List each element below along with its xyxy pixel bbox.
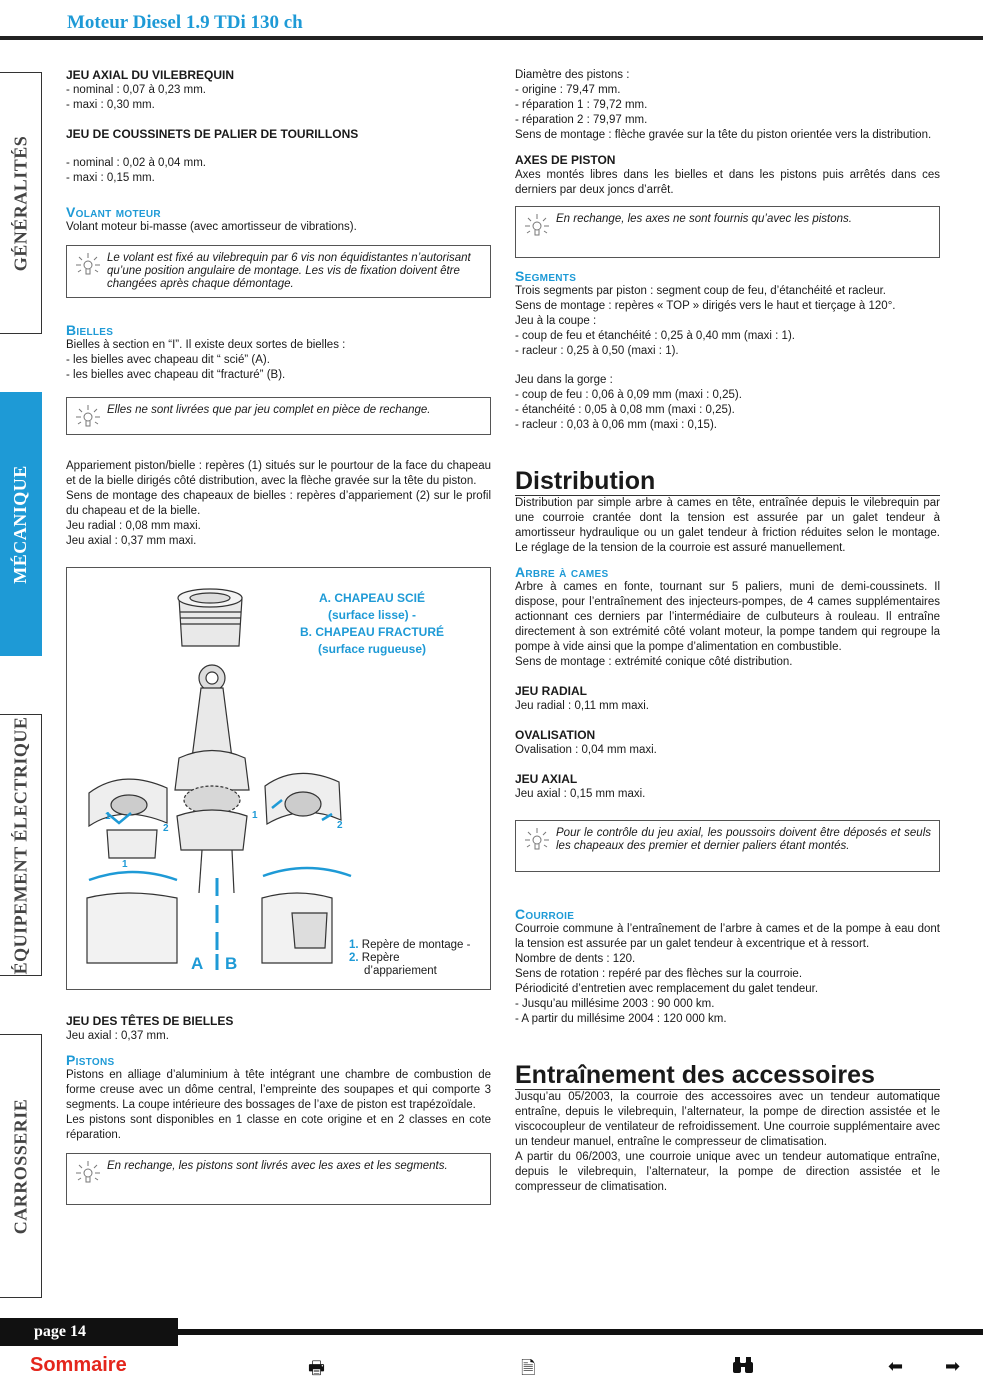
legend-text: Repère [361, 952, 400, 964]
caption-line: (surface rugueuse) [317, 642, 427, 656]
text-line: - Jusqu’au millésime 2003 : 90 000 km. [515, 998, 715, 1010]
right-column [515, 68, 940, 1195]
page-number: page 14 [34, 1323, 86, 1340]
text-line: Bielles à section en “I”. Il existe deux sortes de bielles : [66, 339, 346, 351]
tab-label: GÉNÉRALITÉS [10, 135, 31, 271]
arrow-right-icon[interactable]: ➡ [945, 1356, 961, 1377]
caption-line: A. CHAPEAU SCIÉ [318, 591, 425, 605]
tab-label: ÉQUIPEMENT ÉLECTRIQUE [10, 716, 30, 974]
footer-navigation [0, 1352, 983, 1382]
lightbulb-icon [522, 211, 552, 241]
lightbulb-icon [73, 1158, 103, 1188]
text-line: Sens de montage : extrémité conique côté distribution. [515, 656, 793, 668]
legend-number: 2. [349, 952, 359, 964]
paragraph: Jusqu’au 05/2003, la courroie des accessoires avec un tendeur automatique entraîne, depuis le vilebrequin, l’alternateur, la pompe de direction assistée et le viscocoupleur de ventilateur de refroidissement. Une courroie supplémentaire avec un tendeur manuel, entraîne le compresseur de climatisation. [515, 1091, 940, 1148]
text-line: - les bielles avec chapeau dit “ scié” (A). [66, 354, 270, 366]
text-line: Jeu radial : 0,08 mm maxi. [66, 520, 201, 532]
paragraph: Les pistons sont disponibles en 1 classe en cote origine et en 2 classes en cote réparation. [66, 1114, 491, 1141]
footer-rule [178, 1329, 983, 1335]
tab-mecanique[interactable] [0, 392, 42, 656]
section-heading: JEU RADIAL [515, 684, 588, 698]
note-text: Elles ne sont livrées que par jeu complet en pièce de rechange. [107, 404, 431, 416]
section-heading: Courroie [515, 906, 575, 922]
section-heading: JEU DES TÊTES DE BIELLES [66, 1014, 234, 1028]
marker-1: 1 [122, 859, 128, 870]
section-heading: AXES DE PISTON [515, 153, 616, 167]
note-text: En rechange, les axes ne sont fournis qu’avec les pistons. [556, 213, 852, 225]
legend-text: d’appariement [364, 965, 437, 977]
tab-label: MÉCANIQUE [10, 464, 31, 584]
document-title: Moteur Diesel 1.9 TDi 130 ch [67, 12, 303, 33]
tab-carrosserie[interactable] [0, 1034, 42, 1298]
tab-label: CARROSSERIE [10, 1098, 31, 1234]
caption-line: (surface lisse) - [327, 608, 417, 622]
info-note [515, 820, 940, 872]
text-line: Nombre de dents : 120. [515, 953, 636, 965]
header-rule [0, 36, 983, 40]
text-line: Jeu axial : 0,15 mm maxi. [515, 788, 646, 800]
marker-2: 2 [163, 823, 169, 834]
section-heading: JEU AXIAL DU VILEBREQUIN [66, 68, 235, 82]
section-heading: Volant moteur [66, 204, 161, 220]
section-title: Entraînement des accessoires [515, 1061, 940, 1090]
text-line: - nominal : 0,07 à 0,23 mm. [66, 84, 206, 96]
info-note [66, 1153, 491, 1205]
text-line: Jeu axial : 0,37 mm. [66, 1030, 169, 1042]
text-line: - origine : 79,47 mm. [515, 84, 621, 96]
info-note [515, 206, 940, 258]
section-heading: JEU DE COUSSINETS DE PALIER DE TOURILLONS [66, 127, 359, 141]
text-line: Ovalisation : 0,04 mm maxi. [515, 744, 657, 756]
paragraph: A partir du 06/2003, une courroie unique avec un tendeur automatique entraîne, depuis le vilebrequin, l’alternateur, la pompe de direction assistée et le compresseur de climatisation. [515, 1151, 940, 1193]
document-search-icon[interactable]: 🗎 [521, 1358, 536, 1379]
paragraph: Sens de montage : flèche gravée sur la tête du piston orientée vers la distribution. [515, 129, 932, 141]
note-text: En rechange, les pistons sont livrés avec les axes et les segments. [107, 1160, 448, 1172]
text-line: - maxi : 0,15 mm. [66, 172, 155, 184]
marker-1: 1 [252, 810, 258, 821]
page-number-badge [0, 1318, 178, 1346]
text-line: - racleur : 0,03 à 0,06 mm (maxi : 0,15). [515, 419, 717, 431]
section-heading: Pistons [66, 1052, 115, 1068]
info-note [66, 397, 491, 435]
tab-equipement-electrique[interactable] [0, 714, 42, 976]
marker-1: 1 [105, 811, 111, 822]
paragraph: Volant moteur bi-masse (avec amortisseur de vibrations). [66, 221, 357, 233]
text-line: Jeu radial : 0,11 mm maxi. [515, 700, 650, 712]
text-line: - nominal : 0,02 à 0,04 mm. [66, 157, 206, 169]
paragraph: Distribution par simple arbre à cames en tête, entraînée depuis le vilebrequin par une courroie crantée dont la tension est assurée par un galet tendeur à amortisseur hydraulique ou un galet tendeur à friction réduites selon le montage. Le réglage de la tension de la courroie est assuré manuellement. [515, 497, 940, 554]
text-line: Périodicité d’entretien avec remplacement du galet tendeur. [515, 983, 819, 995]
lightbulb-icon [73, 250, 103, 280]
text-line: Jeu à la coupe : [515, 315, 597, 327]
connecting-rod-figure [66, 567, 491, 990]
figure-caption [267, 590, 477, 658]
caption-line: B. CHAPEAU FRACTURÉ [300, 625, 444, 639]
binoculars-icon[interactable] [731, 1356, 755, 1379]
figure-label-a: A [191, 954, 204, 973]
text-line: - réparation 1 : 79,72 mm. [515, 99, 648, 111]
lightbulb-icon [73, 402, 103, 432]
text-line: - racleur : 0,25 à 0,50 (maxi : 1). [515, 345, 679, 357]
paragraph: Pistons en alliage d’aluminium à tête intégrant une chambre de combustion de forme creuse avec un dôme central, l’empreinte des soupapes et qui comporte 3 segments. La coupe intérieure des bossages de l’axe de piston est trapézoïdale. [66, 1069, 491, 1111]
section-heading: OVALISATION [515, 728, 596, 742]
text-line: - coup de feu et étanchéité : 0,25 à 0,40 mm (maxi : 1). [515, 330, 795, 342]
text-line: - A partir du millésime 2004 : 120 000 km. [515, 1013, 727, 1025]
text-line: Sens de rotation : repéré par des flèches sur la courroie. [515, 968, 803, 980]
text-line: - coup de feu : 0,06 à 0,09 mm (maxi : 0,25). [515, 389, 742, 401]
legend-text: Repère de montage - [361, 939, 471, 951]
section-heading: Segments [515, 268, 577, 284]
text-line: - les bielles avec chapeau dit “fracturé” (B). [66, 369, 286, 381]
section-heading: Bielles [66, 322, 114, 338]
text-line: Trois segments par piston : segment coup de feu, d’étanchéité et racleur. [515, 285, 886, 297]
marker-2: 2 [337, 820, 343, 831]
section-title: Distribution [515, 467, 940, 496]
figure-label-b: B [225, 954, 238, 973]
paragraph: Courroie commune à l’entraînement de l’arbre à cames et de la pompe à eau dont la tension est assurée par un galet tendeur à excentrique et à ressort. [515, 923, 940, 950]
section-heading: JEU AXIAL [515, 772, 578, 786]
arrow-left-icon[interactable]: ⬅ [888, 1356, 904, 1377]
lightbulb-icon [522, 825, 552, 855]
text-line: - étanchéité : 0,05 à 0,08 mm (maxi : 0,25). [515, 404, 735, 416]
figure-legend [349, 939, 470, 978]
text-line: Sens de montage : repères « TOP » dirigés vers le haut et tierçage à 120°. [515, 300, 896, 312]
paragraph: Arbre à cames en fonte, tournant sur 5 paliers, muni de demi-coussinets. Il dispose, pour l’entraînement des injecteurs-pompes, de 4 cames supplémentaires actionnant ces derniers par l’intermédiaire de culbuteurs à rouleau. Il entraîne directement à son extrémité côté volant moteur, la pompe tandem qui regroupe la pompe à vide ainsi que la pompe d’alimentation en combustible. [515, 581, 940, 653]
section-heading: Arbre à cames [515, 564, 609, 580]
note-text: Le volant est fixé au vilebrequin par 6 vis non équidistantes n’autorisant qu’une position angulaire de montage. Les vis de fixation doivent être changées après chaque démontage. [107, 252, 471, 290]
legend-number: 1. [349, 939, 359, 951]
note-text: Pour le contrôle du jeu axial, les poussoirs doivent être déposés et seuls les chapeaux des premier et dernier paliers étant montés. [556, 827, 931, 852]
text-line: Jeu dans la gorge : [515, 374, 613, 386]
tab-generalites[interactable] [0, 72, 42, 334]
paragraph: Appariement piston/bielle : repères (1) situés sur le pourtour de la face du chapeau et de la bielle dirigés côté distribution, avec la flèche gravée sur la tête du piston. [66, 460, 491, 487]
text-line: - maxi : 0,30 mm. [66, 99, 155, 111]
paragraph: Axes montés libres dans les bielles et dans les pistons puis arrêtés dans ces derniers par deux joncs d’arrêt. [515, 169, 940, 196]
paragraph: Sens de montage des chapeaux de bielles : repères d’appariement (2) sur le profil du chapeau et de la bielle. [66, 490, 491, 517]
text-line: Diamètre des pistons : [515, 69, 630, 81]
sommaire-link[interactable]: Sommaire [30, 1354, 127, 1376]
info-note [66, 245, 491, 298]
printer-icon[interactable]: 🖶 [308, 1358, 325, 1379]
text-line: Jeu axial : 0,37 mm maxi. [66, 535, 197, 547]
text-line: - réparation 2 : 79,97 mm. [515, 114, 648, 126]
left-column [66, 68, 491, 1205]
